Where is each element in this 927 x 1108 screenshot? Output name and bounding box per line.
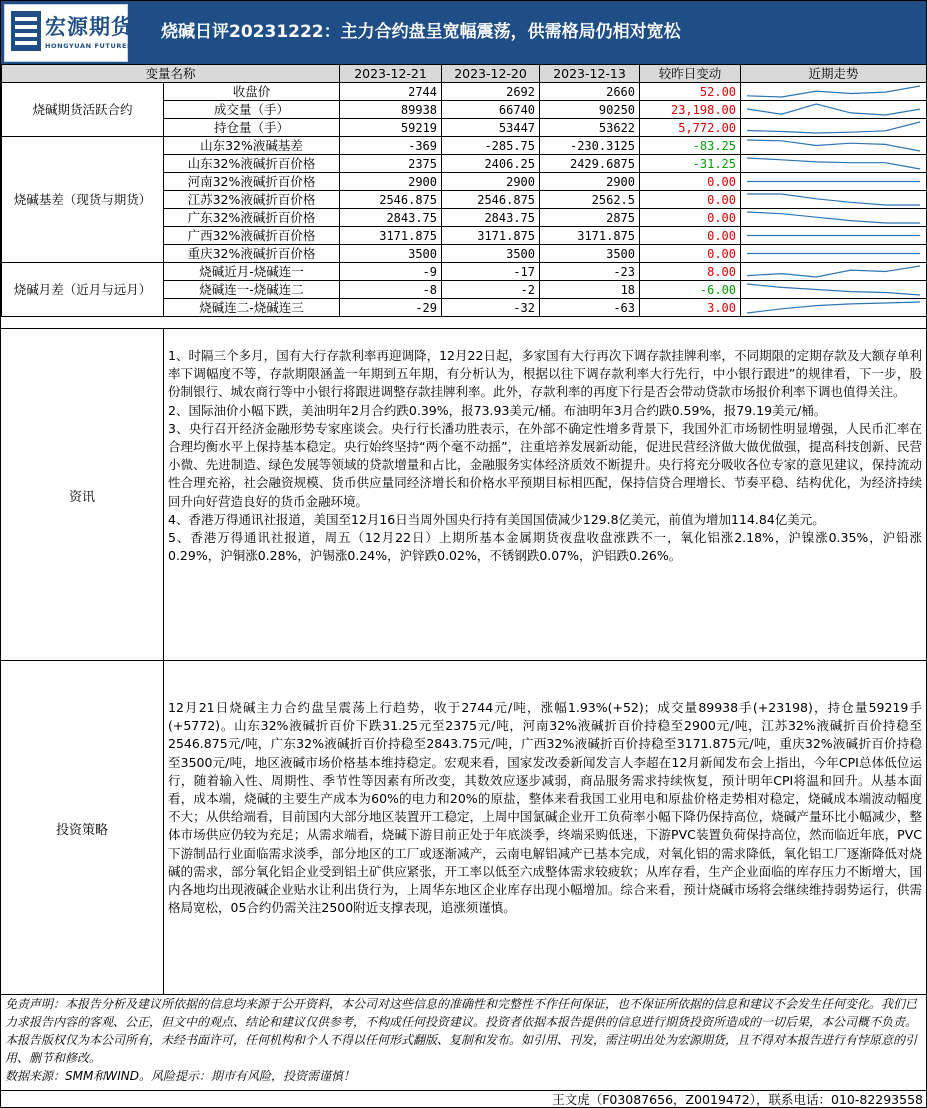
table-row	[2, 263, 927, 281]
sparkline-path	[747, 86, 920, 97]
column-header-variable: 变量名称	[2, 65, 340, 83]
column-header-date-1: 2023-12-21	[340, 65, 442, 83]
daily-change: 0.00	[640, 173, 741, 191]
value-date-3: 3500	[540, 245, 640, 263]
category-label: 烧碱月差（近月与远月）	[2, 263, 164, 317]
news-item: 3、央行召开经济金融形势专家座谈会。央行行长潘功胜表示，在外部不确定性增多背景下，我国外汇市场韧性明显增强，人民币汇率在合理均衡水平上保持基本稳定。央行始终坚持“两个毫不动摇”，注重培养发展新动能，促进民营经济做大做优做强，提高科技创新、民营小微、先进制造、绿色发展等领域的贷款增量和占比，金融服务实体经济质效不断提升。央行将充分吸收各位专家的意见建议，保持流动性合理充裕，社会融资规模、货币供应量同经济增长和价格水平预期目标相匹配，保持信贷合理增长、节奏平稳、结构优化，为经济持续回升向好营造良好的货币金融环境。	[168, 420, 922, 509]
news-item: 4、香港万得通讯社报道，美国至12月16日当周外国央行持有美国国债减少129.8亿美元，前值为增加114.84亿美元。	[168, 511, 825, 527]
strategy-section-label: 投资策略	[1, 661, 164, 995]
sparkline-path	[747, 140, 920, 151]
value-date-1: 2375	[340, 155, 442, 173]
disclaimer-text: 免责声明：本报告分析及建议所依据的信息均来源于公开资料，本公司对这些信息的准确性和完整性不作任何保证，也不保证所依据的信息和建议不会发生任何变化。我们已力求报告内容的客观、公正，但文中的观点、结论和建议仅供参考，不构成任何投资建议。投资者依据本报告提供的信息进行期货投资所造成的一切后果，本公司概不负责。本报告版权仅为本公司所有，未经书面许可，任何机构和个人不得以任何形式翻版、复制和发布。如引用、刊发，需注明出处为宏源期货，且不得对本报告进行有悖原意的引用、删节和修改。	[5, 997, 918, 1065]
company-logo	[4, 4, 133, 62]
news-item: 1、时隔三个多月，国有大行存款利率再迎调降，12月22日起，多家国有大行再次下调存款挂牌利率，不同期限的定期存款及大额存单利率下调幅度不等，存款期限涵盖一年期到五年期，有分析认为，根据以往下调存款利率大行先行，中小银行跟进”的规律看，下一步，股份制银行、城农商行等中小银行将跟进调整存款挂牌利率。此外，存款利率的再度下行是否会带动贷款市场报价利率下调也值得关注。	[168, 348, 922, 400]
news-section-label: 资讯	[1, 329, 164, 661]
metric-name: 河南32%液碱折百价格	[164, 173, 340, 191]
value-date-2: 2843.75	[442, 209, 540, 227]
daily-change: -6.00	[640, 281, 741, 299]
trend-sparkline	[741, 299, 927, 317]
metric-name: 烧碱连二-烧碱连三	[164, 299, 340, 317]
value-date-1: 3500	[340, 245, 442, 263]
value-date-1: 2546.875	[340, 191, 442, 209]
value-date-3: 2875	[540, 209, 640, 227]
report-title: 烧碱日评20231222：主力合约盘呈宽幅震荡，供需格局仍相对宽松	[161, 22, 681, 42]
column-header-change: 较昨日变动	[640, 65, 741, 83]
value-date-3: 90250	[540, 101, 640, 119]
sparkline-path	[747, 194, 920, 205]
sparkline-path	[747, 122, 920, 133]
value-date-3: 53622	[540, 119, 640, 137]
value-date-1: 2744	[340, 83, 442, 101]
strategy-section	[1, 660, 926, 995]
value-date-2: 2900	[442, 173, 540, 191]
metric-name: 烧碱近月-烧碱连一	[164, 263, 340, 281]
metric-name: 收盘价	[164, 83, 340, 101]
value-date-1: 2843.75	[340, 209, 442, 227]
report-header	[1, 1, 926, 64]
metric-name: 山东32%液碱基差	[164, 137, 340, 155]
value-date-1: 59219	[340, 119, 442, 137]
daily-change: 0.00	[640, 227, 741, 245]
trend-sparkline	[741, 209, 927, 227]
sparkline-path	[747, 302, 920, 313]
trend-sparkline	[741, 83, 927, 101]
metric-name: 持仓量（手）	[164, 119, 340, 137]
value-date-1: -29	[340, 299, 442, 317]
value-date-3: 2429.6875	[540, 155, 640, 173]
value-date-2: 66740	[442, 101, 540, 119]
column-header-date-3: 2023-12-13	[540, 65, 640, 83]
news-item: 5、香港万得通讯社报道，周五（12月22日）上期所基本金属期货夜盘收盘涨跌不一，氧化铝涨2.18%，沪镍涨0.35%，沪铅涨0.29%，沪铜涨0.28%，沪锡涨0.24%，沪锌跌0.02%，不锈钢跌0.07%，沪铝跌0.26%。	[168, 530, 922, 564]
value-date-2: -17	[442, 263, 540, 281]
metric-name: 广西32%液碱折百价格	[164, 227, 340, 245]
value-date-3: 18	[540, 281, 640, 299]
table-row	[2, 83, 927, 101]
metric-name: 江苏32%液碱折百价格	[164, 191, 340, 209]
value-date-3: 2660	[540, 83, 640, 101]
column-header-trend: 近期走势	[741, 65, 927, 83]
data-source-note: 数据来源：SMM和WIND。风险提示：期市有风险，投资需谨慎！	[5, 1069, 355, 1083]
daily-change: 0.00	[640, 245, 741, 263]
strategy-text: 12月21日烧碱主力合约盘呈震荡上行趋势，收于2744元/吨，涨幅1.93%(+52)；成交量89938手(+23198)，持仓量59219手(+5772)。山东32%液碱折百价下跌31.25元至2375元/吨，河南32%液碱折百价持稳至2900元/吨，江苏32%液碱折百价持稳至2546.875元/吨，广东32%液碱折百价持稳至2843.75元/吨，广西32%液碱折百价持稳至3171.875元/吨，重庆32%液碱折百价持稳至3500元/吨，地区液碱市场价格基本维持稳定。宏观来看，国家发改委新闻发言人李超在12月新闻发布会上指出，今年CPI总体低位运行，随着输入性、周期性、季节性等因素有所改变，其数效应逐步减弱，商品服务需求持续恢复，预计明年CPI将温和回升。从基本面看，成本端，烧碱的主要生产成本为60%的电力和20%的原盐，整体来看我国工业用电和原盐价格走势相对稳定，烧碱成本端波动幅度不大；从供给端看，目前国内大部分地区装置开工稳定，上周中国氯碱企业开工负荷率小幅下降仍保持高位，烧碱产量环比小幅减少，整体市场供应仍较为充足；从需求端看，烧碱下游目前正处于年底淡季，终端采购低迷，下游PVC装置负荷保持高位，然而临近年底，PVC下游制品行业面临需求淡季，部分地区的工厂或逐渐减产，云南电解铝减产已基本完成，对氧化铝的需求降低，氧化铝工厂逐渐降低对烧碱的需求，部分氧化铝企业受到铝土矿供应紧张，开工率以低至六成整体需求较疲软；从库存看，生产企业面临的库存压力不断增大，国内各地均出现液碱企业贴水让利出货行为，上周华东地区企业库存出现小幅增加。综合来看，预计烧碱市场将会继续维持弱势运行，供需格局宽松，05合约仍需关注2500附近支撑表现，追涨须谨慎。	[168, 700, 922, 916]
daily-change: 5,772.00	[640, 119, 741, 137]
metric-name: 重庆32%液碱折百价格	[164, 245, 340, 263]
metric-name: 山东32%液碱折百价格	[164, 155, 340, 173]
trend-sparkline	[741, 119, 927, 137]
daily-change: 23,198.00	[640, 101, 741, 119]
sparkline-path	[747, 212, 920, 223]
trend-sparkline	[741, 101, 927, 119]
trend-sparkline	[741, 245, 927, 263]
value-date-3: 3171.875	[540, 227, 640, 245]
value-date-2: 3500	[442, 245, 540, 263]
metric-name: 烧碱连一-烧碱连二	[164, 281, 340, 299]
trend-sparkline	[741, 227, 927, 245]
value-date-2: -285.75	[442, 137, 540, 155]
daily-change: 52.00	[640, 83, 741, 101]
value-date-3: -23	[540, 263, 640, 281]
trend-sparkline	[741, 173, 927, 191]
daily-change: -83.25	[640, 137, 741, 155]
trend-sparkline	[741, 155, 927, 173]
category-label: 烧碱基差（现货与期货）	[2, 137, 164, 263]
news-item: 2、国际油价小幅下跌，美油明年2月合约跌0.39%，报73.93美元/桶。布油明年3月合约跌0.59%，报79.19美元/桶。	[168, 402, 827, 418]
sparkline-path	[747, 266, 920, 277]
logo-chinese-name: 宏源期货	[45, 15, 133, 39]
value-date-2: -32	[442, 299, 540, 317]
logo-mark-icon	[11, 11, 41, 51]
metric-name: 成交量（手）	[164, 101, 340, 119]
value-date-2: 2406.25	[442, 155, 540, 173]
trend-sparkline	[741, 191, 927, 209]
daily-change: 0.00	[640, 209, 741, 227]
value-date-3: 2900	[540, 173, 640, 191]
logo-english-name: HONGYUAN FUTURES	[45, 42, 133, 50]
table-row	[2, 137, 927, 155]
value-date-2: 2546.875	[442, 191, 540, 209]
sparkline-path	[747, 284, 920, 295]
daily-change: -31.25	[640, 155, 741, 173]
value-date-1: 3171.875	[340, 227, 442, 245]
value-date-2: 2692	[442, 83, 540, 101]
news-section	[1, 328, 926, 661]
value-date-2: -2	[442, 281, 540, 299]
analyst-contact: 王文虎（F03087656，Z0019472），联系电话：010-82293558	[1, 1090, 926, 1107]
trend-sparkline	[741, 281, 927, 299]
value-date-1: -9	[340, 263, 442, 281]
value-date-3: -230.3125	[540, 137, 640, 155]
value-date-1: 89938	[340, 101, 442, 119]
value-date-3: -63	[540, 299, 640, 317]
value-date-3: 2562.5	[540, 191, 640, 209]
news-body	[168, 347, 922, 565]
trend-sparkline	[741, 263, 927, 281]
daily-change: 3.00	[640, 299, 741, 317]
value-date-1: -369	[340, 137, 442, 155]
table-header-row	[2, 65, 927, 83]
sparkline-path	[747, 104, 920, 115]
daily-change: 8.00	[640, 263, 741, 281]
daily-change: 0.00	[640, 191, 741, 209]
trend-sparkline	[741, 137, 927, 155]
column-header-date-2: 2023-12-20	[442, 65, 540, 83]
value-date-2: 53447	[442, 119, 540, 137]
data-table	[1, 64, 927, 317]
value-date-2: 3171.875	[442, 227, 540, 245]
sparkline-path	[747, 158, 920, 169]
strategy-body	[168, 699, 922, 917]
value-date-1: 2900	[340, 173, 442, 191]
disclaimer	[1, 994, 926, 1090]
category-label: 烧碱期货活跃合约	[2, 83, 164, 137]
value-date-1: -8	[340, 281, 442, 299]
metric-name: 广东32%液碱折百价格	[164, 209, 340, 227]
